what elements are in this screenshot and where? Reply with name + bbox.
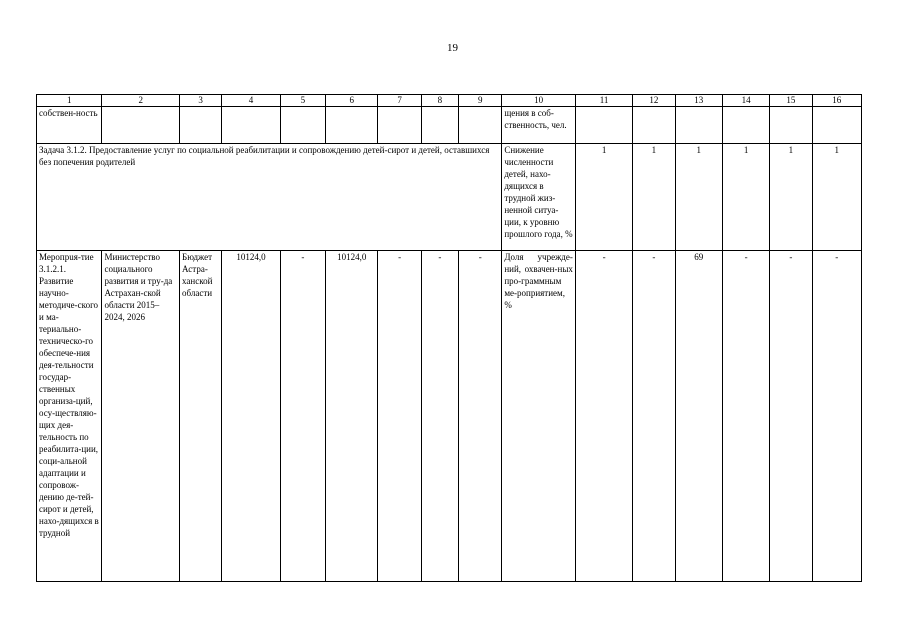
value-cell: -: [722, 251, 769, 582]
value-cell: -: [575, 251, 632, 582]
col-header: 7: [378, 95, 421, 107]
value-cell: -: [280, 251, 325, 582]
col-header: 14: [722, 95, 769, 107]
table-row: [37, 107, 862, 144]
program-table: [36, 94, 862, 582]
value-cell: 1: [575, 144, 632, 251]
cell-indicator-continuation: щения в соб-ственность, чел.: [502, 107, 576, 144]
value-cell: 1: [770, 144, 812, 251]
value-cell: 1: [812, 144, 861, 251]
value-cell: 1: [675, 144, 722, 251]
col-header: 8: [421, 95, 458, 107]
value-cell: -: [459, 251, 502, 582]
measure-funding-source: Бюджет Астра-ханской области: [180, 251, 222, 582]
value-cell: 10124,0: [222, 251, 280, 582]
value-cell: 69: [675, 251, 722, 582]
table-row-task: [37, 144, 862, 251]
col-header: 10: [502, 95, 576, 107]
value-cell: 10124,0: [326, 251, 378, 582]
value-cell: -: [812, 251, 861, 582]
col-header: 6: [326, 95, 378, 107]
col-header: 3: [180, 95, 222, 107]
value-cell: -: [633, 251, 675, 582]
measure-executor: Министерство социального развития и тру-да Астрахан-ской области 2015–2024, 2026: [102, 251, 180, 582]
page-number: 19: [447, 42, 458, 54]
col-header: 12: [633, 95, 675, 107]
value-cell: -: [421, 251, 458, 582]
table-row-measure: [37, 251, 862, 582]
cell-ownership: собствен-ность: [37, 107, 102, 144]
value-cell: 1: [633, 144, 675, 251]
col-header: 15: [770, 95, 812, 107]
value-cell: -: [378, 251, 421, 582]
value-cell: -: [770, 251, 812, 582]
col-header: 16: [812, 95, 861, 107]
col-header: 9: [459, 95, 502, 107]
col-header: 2: [102, 95, 180, 107]
col-header: 11: [575, 95, 632, 107]
col-header: 4: [222, 95, 280, 107]
measure-name: Меропрuя-тие 3.1.2.1. Развитие научно-методиче-ского и ма-териально-техническо-го обеспече-ния дея-тельности государ-ственных организа-ций, осу-ществляю-щих дея-тельность по реабилита-ции, соци-альной адаптации и сопровож-дению де-тей-сирот и детей, нахо-дящихся в трудной: [37, 251, 102, 582]
task-description: Задача 3.1.2. Предоставление услуг по социальной реабилитации и сопровождению детей-сирот и детей, оставшихся без попечения родителей: [37, 144, 502, 251]
measure-indicator: Доля учрежде-ний, охвачен-ных про-граммным ме-роприятием, %: [502, 251, 576, 582]
col-header: 5: [280, 95, 325, 107]
column-number-row: [37, 95, 862, 107]
col-header: 1: [37, 95, 102, 107]
task-indicator: Снижение численности детей, нахо-дящихся в трудной жиз-ненной ситуа-ции, к уровню прошлого года, %: [502, 144, 576, 251]
col-header: 13: [675, 95, 722, 107]
value-cell: 1: [722, 144, 769, 251]
